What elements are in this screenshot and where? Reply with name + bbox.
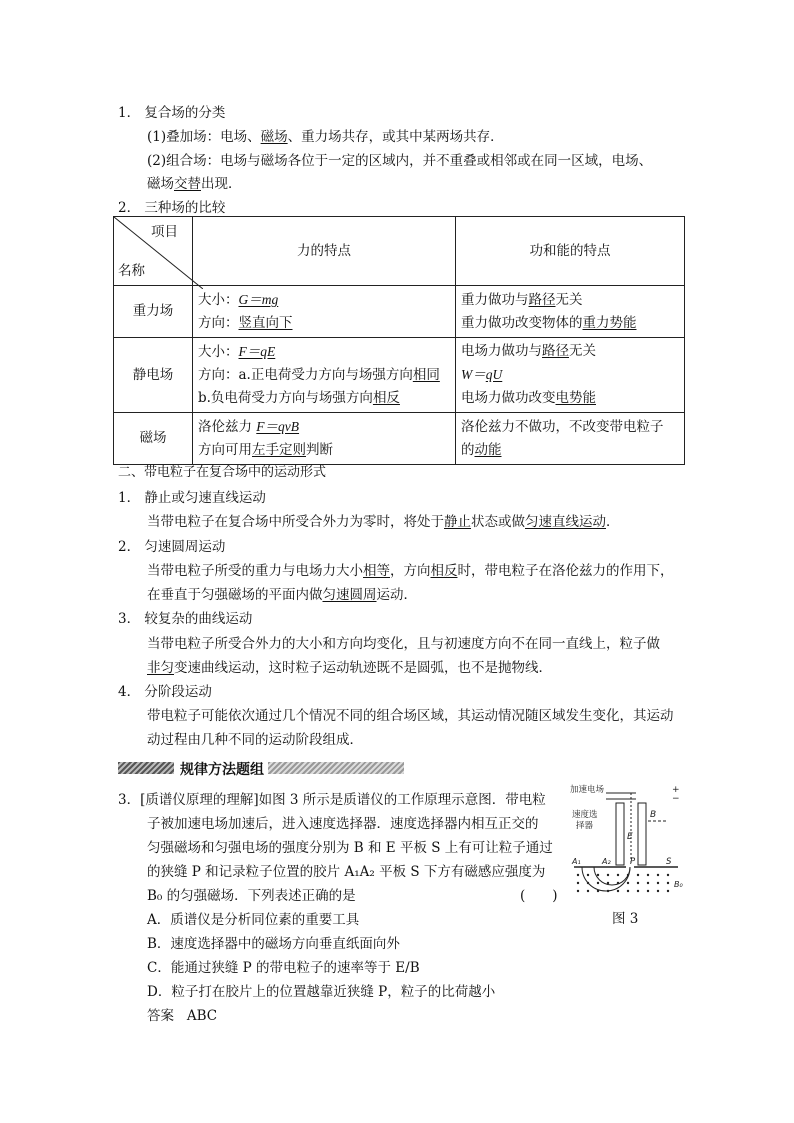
comparison-table xyxy=(113,216,685,465)
paragraph-line: 带电粒子可能依次通过几个情况不同的组合场区域，其运动情况随区域发生变化，其运动 xyxy=(147,708,674,724)
paragraph-line: 磁场交替出现． xyxy=(147,176,242,192)
section-1-heading xyxy=(118,104,225,122)
question-number: 3． xyxy=(118,792,141,808)
row-name: 重力场 xyxy=(114,286,193,338)
section-number: 1． xyxy=(118,105,141,121)
work-cell: 重力做功与路径无关 重力做功改变物体的重力势能 xyxy=(456,286,685,338)
row-name: 静电场 xyxy=(114,338,193,413)
table-row xyxy=(114,413,685,465)
table-row xyxy=(114,338,685,413)
motion-1-heading: 1． 静止或匀速直线运动 xyxy=(118,490,266,506)
paragraph-line: (1)叠加场：电场、磁场、重力场共存，或其中某两场共存． xyxy=(147,129,504,145)
answer-label: 答案 xyxy=(147,1008,174,1024)
option-c: C．能通过狭缝 P 的带电粒子的速率等于 E/B xyxy=(147,960,420,976)
header-force: 力的特点 xyxy=(193,217,456,286)
section-title: 三种场的比较 xyxy=(144,200,226,216)
part-2-heading: 二、带电粒子在复合场中的运动形式 xyxy=(118,465,327,480)
option-a: A．质谱仪是分析同位素的重要工具 xyxy=(147,912,360,928)
question-3-line: 3．[质谱仪原理的理解]如图 3 所示是质谱仪的工作原理示意图．带电粒 xyxy=(118,792,546,808)
svg-text:−: − xyxy=(672,794,680,804)
option-b: B．速度选择器中的磁场方向垂直纸面向外 xyxy=(147,936,400,952)
banner-stripe-right xyxy=(268,762,404,774)
paragraph-line: 当带电粒子所受的重力与电场力大小相等，方向相反时，带电粒子在洛伦兹力的作用下， xyxy=(147,563,674,579)
paragraph-line: 在垂直于匀强磁场的平面内做匀速圆周运动． xyxy=(147,587,417,603)
svg-text:P: P xyxy=(630,857,636,867)
svg-text:B₀: B₀ xyxy=(674,880,683,889)
force-cell: 洛伦兹力 F＝qvB 方向可用左手定则判断 xyxy=(193,413,456,465)
answer-paren: ( ) xyxy=(520,888,558,904)
diagonal-header-cell xyxy=(114,217,193,286)
table-row xyxy=(114,286,685,338)
question-line: B₀ 的匀强磁场．下列表述正确的是 xyxy=(147,888,356,904)
svg-text:E: E xyxy=(627,832,633,842)
header-name-label: 名称 xyxy=(118,263,145,279)
figure-caption: 图 3 xyxy=(612,911,639,927)
svg-text:A₂: A₂ xyxy=(602,857,611,866)
question-line: 匀强磁场和匀强电场的强度分别为 B 和 E 平板 S 上有可让粒子通过 xyxy=(147,840,553,856)
motion-2-heading: 2． 匀速圆周运动 xyxy=(118,539,226,555)
paragraph-line: 当带电粒子所受合外力的大小和方向均变化，且与初速度方向不在同一直线上，粒子做 xyxy=(147,636,660,652)
svg-text:+: + xyxy=(672,785,680,795)
force-cell: 大小：G＝mg 方向：竖直向下 xyxy=(193,286,456,338)
paragraph-line: 当带电粒子在复合场中所受合外力为零时，将处于静止状态或做匀速直线运动． xyxy=(147,514,620,530)
paragraph-line: (2)组合场：电场与磁场各位于一定的区域内，并不重叠或相邻或在同一区域，电场、 xyxy=(147,153,653,169)
question-line: 子被加速电场加速后，进入速度选择器．速度选择器内相互正交的 xyxy=(147,816,539,832)
banner-stripe-left xyxy=(118,762,174,774)
work-cell: 电场力做功与路径无关 W＝qU 电场力做功改变电势能 xyxy=(456,338,685,413)
option-d: D．粒子打在胶片上的位置越靠近狭缝 P，粒子的比荷越小 xyxy=(147,984,496,1000)
svg-text:速度选: 速度选 xyxy=(572,810,598,820)
motion-4-heading: 4． 分阶段运动 xyxy=(118,684,212,700)
paragraph-line: 动过程由几种不同的运动阶段组成． xyxy=(147,732,363,748)
table-header-row xyxy=(114,217,685,286)
section-title: 复合场的分类 xyxy=(144,105,226,121)
svg-text:A₁: A₁ xyxy=(572,857,581,866)
motion-3-heading: 3． 较复杂的曲线运动 xyxy=(118,611,253,627)
section-2-heading: 2． 三种场的比较 xyxy=(118,200,226,216)
svg-text:择器: 择器 xyxy=(576,821,594,831)
svg-text:S: S xyxy=(666,857,672,867)
svg-text:加速电场: 加速电场 xyxy=(570,785,605,795)
header-work: 功和能的特点 xyxy=(456,217,685,286)
banner-title: 规律方法题组 xyxy=(180,762,264,778)
fill-blank-answer: 交替 xyxy=(174,176,201,192)
fill-blank-answer: 磁场 xyxy=(260,129,288,145)
row-name: 磁场 xyxy=(114,413,193,465)
force-cell: 大小：F＝qE 方向：a.正电荷受力方向与场强方向相同 b.负电荷受力方向与场强方向相反 xyxy=(193,338,456,413)
work-cell: 洛伦兹力不做功，不改变带电粒子 的动能 xyxy=(456,413,685,465)
answer-line xyxy=(147,1007,217,1025)
mass-spectrometer-figure xyxy=(568,783,688,898)
answer-value: ABC xyxy=(186,1008,218,1024)
section-banner xyxy=(118,759,404,777)
question-line: 的狭缝 P 和记录粒子位置的胶片 A₁A₂ 平板 S 下方有磁感应强度为 xyxy=(147,864,546,880)
svg-text:B: B xyxy=(650,810,657,820)
paragraph-line: 非匀变速曲线运动，这时粒子运动轨迹既不是圆弧，也不是抛物线． xyxy=(147,660,552,676)
header-item-label: 项目 xyxy=(151,224,178,240)
